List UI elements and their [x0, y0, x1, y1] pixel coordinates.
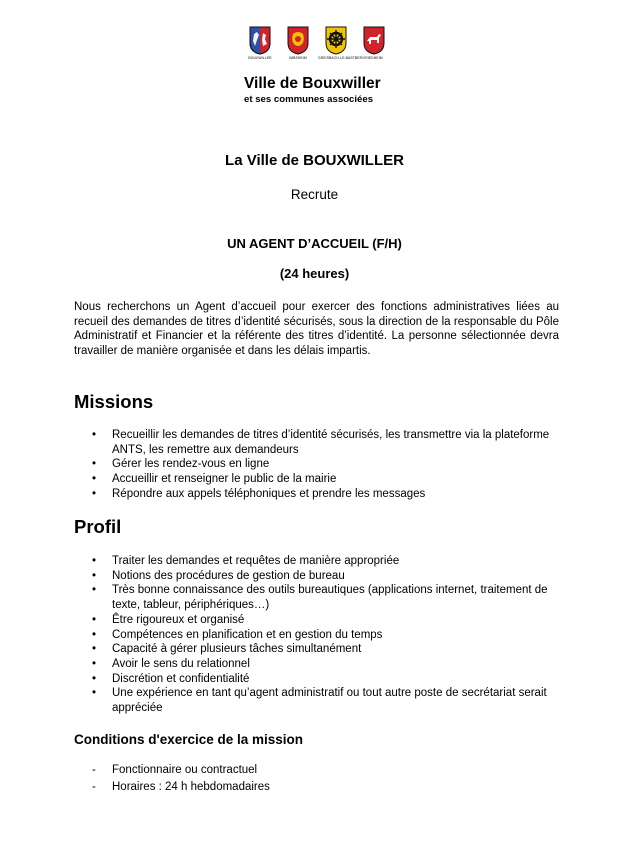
brand-title: Ville de Bouxwiller — [244, 75, 381, 92]
bullet-marker: • — [92, 613, 97, 626]
list-item — [74, 642, 554, 657]
list-item-text: Très bonne connaissance des outils bureautiques (applications internet, traitement de texte, tableur, périphériques…) — [112, 584, 548, 612]
list-item-text: Avoir le sens du relationnel — [112, 657, 250, 670]
list-item-text: Être rigoureux et organisé — [112, 613, 245, 626]
bullet-marker: • — [92, 569, 97, 582]
list-item-text: Gérer les rendez-vous en ligne — [112, 458, 270, 471]
job-title: UN AGENT D’ACCUEIL (F/H) — [227, 236, 402, 251]
conditions-heading: Conditions d'exercice de la mission — [74, 732, 304, 747]
shield-caption: BOUXWILLER — [248, 56, 272, 60]
coats-of-arms-row — [242, 26, 392, 66]
recrute-heading: Recrute — [290, 187, 339, 202]
missions-heading: Missions — [74, 391, 154, 412]
list-item-text: Notions des procédures de gestion de bureau — [112, 569, 345, 582]
bullet-marker: • — [92, 473, 97, 486]
shield-riedheim — [356, 26, 392, 60]
shield-caption: IMBSHEIM — [289, 56, 307, 60]
list-item-text: Traiter les demandes et requêtes de manière appropriée — [112, 555, 400, 567]
list-item-text: Recueillir les demandes de titres d’identité sécurisés, les transmettre via la plateforme ANTS, les remettre aux demandeurs — [112, 429, 550, 456]
missions-list — [74, 428, 554, 502]
list-item — [74, 686, 554, 715]
shield-bouxwiller — [242, 26, 278, 60]
profil-heading: Profil — [74, 516, 122, 537]
bouxwiller-coat-of-arms-icon — [249, 26, 271, 55]
list-item — [74, 472, 554, 487]
imbsheim-coat-of-arms-icon — [287, 26, 309, 55]
profil-list — [74, 554, 554, 716]
riedheim-coat-of-arms-icon — [363, 26, 385, 55]
list-item — [74, 583, 554, 612]
shield-griesbach — [318, 26, 365, 60]
list-item — [74, 457, 554, 472]
shield-caption: GRIESBACH-LE-BASTBERG — [318, 56, 365, 60]
city-heading: La Ville de BOUXWILLER — [225, 152, 404, 169]
list-item — [74, 628, 554, 643]
list-item-text: Horaires : 24 h hebdomadaires — [112, 780, 270, 793]
list-item-text: Capacité à gérer plusieurs tâches simultanément — [112, 643, 362, 656]
bullet-marker: • — [92, 584, 97, 597]
dash-marker: - — [92, 764, 96, 776]
conditions-list — [74, 762, 270, 795]
bullet-marker: • — [92, 487, 97, 500]
list-item-text: Discrétion et confidentialité — [112, 672, 250, 685]
list-item-text: Accueillir et renseigner le public de la mairie — [112, 473, 337, 486]
town-logo — [238, 26, 398, 110]
list-item-text: Fonctionnaire ou contractuel — [112, 764, 258, 776]
bullet-marker: • — [92, 672, 97, 685]
shield-caption: RIEDHEIM — [365, 56, 383, 60]
list-item — [74, 779, 270, 796]
bullet-marker: • — [92, 657, 97, 670]
bullet-marker: • — [92, 687, 97, 700]
dash-marker: - — [92, 780, 96, 793]
list-item — [74, 487, 554, 502]
list-item — [74, 428, 554, 457]
bullet-marker: • — [92, 555, 97, 567]
list-item — [74, 657, 554, 672]
list-item — [74, 554, 554, 569]
list-item — [74, 762, 270, 779]
shield-imbsheim — [280, 26, 316, 60]
list-item-text: Répondre aux appels téléphoniques et prendre les messages — [112, 487, 426, 500]
list-item — [74, 613, 554, 628]
list-item — [74, 569, 554, 584]
list-item-text: Une expérience en tant qu’agent administratif ou tout autre poste de secrétariat serait appréciée — [112, 687, 547, 715]
bullet-marker: • — [92, 429, 97, 441]
bullet-marker: • — [92, 458, 97, 471]
bullet-marker: • — [92, 643, 97, 656]
list-item-text: Compétences en planification et en gestion du temps — [112, 628, 383, 641]
brand-subtitle: et ses communes associées — [244, 94, 374, 105]
griesbach-coat-of-arms-icon — [325, 26, 347, 55]
intro-paragraph: Nous recherchons un Agent d’accueil pour exercer des fonctions administratives liées au recueil des demandes de titres d’identité sécurisés, sous la direction de la responsable du Pôle Administratif et Financier et la référente des titres d’identité. La personne sélectionnée devra travailler de manière organisée et dans les délais impartis. — [74, 301, 559, 358]
bullet-marker: • — [92, 628, 97, 641]
job-hours: (24 heures) — [279, 266, 350, 281]
list-item — [74, 672, 554, 687]
